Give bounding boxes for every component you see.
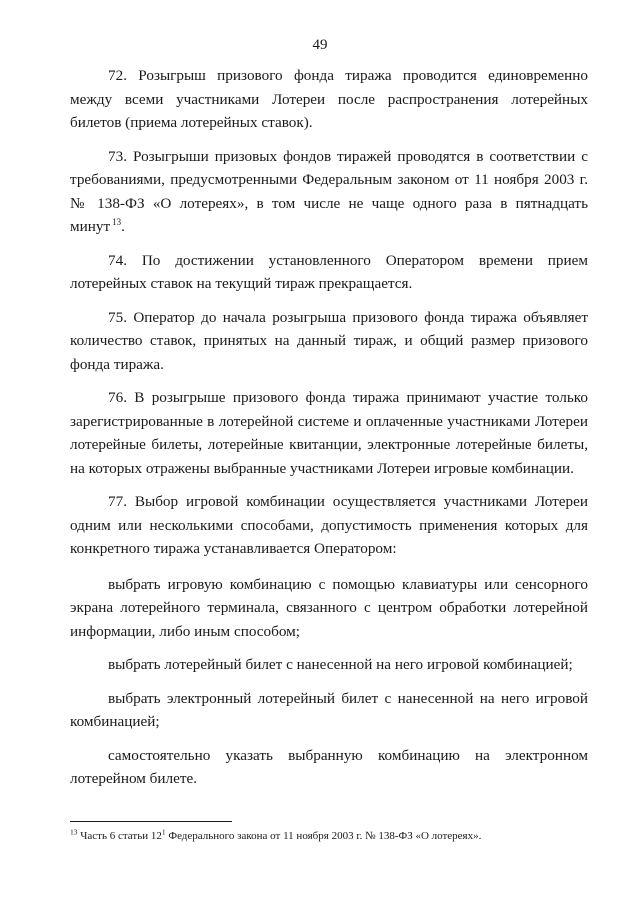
list-item-keyboard: выбрать игровую комбинацию с помощью клавиатуры или сенсорного экрана лотерейного терминала, связанного с центром обработки лотерейной информации, либо иным способом; xyxy=(70,575,588,640)
footnote-marker: 13 xyxy=(70,827,78,837)
paragraph-75: 75. Оператор до начала розыгрыша призового фонда тиража объявляет количество ставок, принятых на данный тираж, и общий размер призового фонда тиража. xyxy=(70,308,588,373)
paragraph-77: 77. Выбор игровой комбинации осуществляется участниками Лотереи одним или несколькими способами, допустимость применения которых для конкретного тиража устанавливается Оператором: xyxy=(70,493,588,557)
paragraph-72: 72. Розыгрыш призового фонда тиража проводится единовременно между всеми участниками Лотереи после распространения лотерейных билетов (приема лотерейных ставок). xyxy=(70,67,588,131)
footnote xyxy=(70,829,590,843)
footnote-text-before: Часть 6 статьи 12 xyxy=(80,830,162,842)
paragraph-73 xyxy=(70,145,588,239)
list-item-ticket: выбрать лотерейный билет с нанесенной на него игровой комбинацией; xyxy=(108,656,573,673)
list-item-self-select: самостоятельно указать выбранную комбинацию на электронном лотерейном билете. xyxy=(70,746,588,787)
list-item-electronic-ticket: выбрать электронный лотерейный билет с нанесенной на него игровой комбинацией; xyxy=(70,689,588,730)
footnote-text-after: Федерального закона от 11 ноября 2003 г. № 138-ФЗ «О лотереях». xyxy=(165,830,482,842)
page-number: 49 xyxy=(312,37,328,53)
footnote-reference: 13 xyxy=(112,216,122,227)
document-body xyxy=(70,64,588,791)
paragraph-73-text: 73. Розыгрыши призовых фондов тиражей проводятся в соответствии с требованиями, предусмотренными Федеральным законом от 11 ноября 2003 г. № 138-ФЗ «О лотереях», в том числе не чаще одного раза в пятнадцать минут xyxy=(70,147,588,235)
footnote-divider xyxy=(70,821,232,822)
paragraph-76: 76. В розыгрыше призового фонда тиража принимают участие только зарегистрированные в лотерейной системе и оплаченные участниками Лотереи лотерейные билеты, лотерейные квитанции, электронные лотерейные билеты, на которых отражены выбранные участниками Лотереи игровые комбинации. xyxy=(70,389,588,477)
footnote-superscript: 1 xyxy=(161,827,166,837)
paragraph-74: 74. По достижении установленного Оператором времени прием лотерейных ставок на текущий тираж прекращается. xyxy=(70,251,588,292)
paragraph-73-end: . xyxy=(121,218,125,235)
